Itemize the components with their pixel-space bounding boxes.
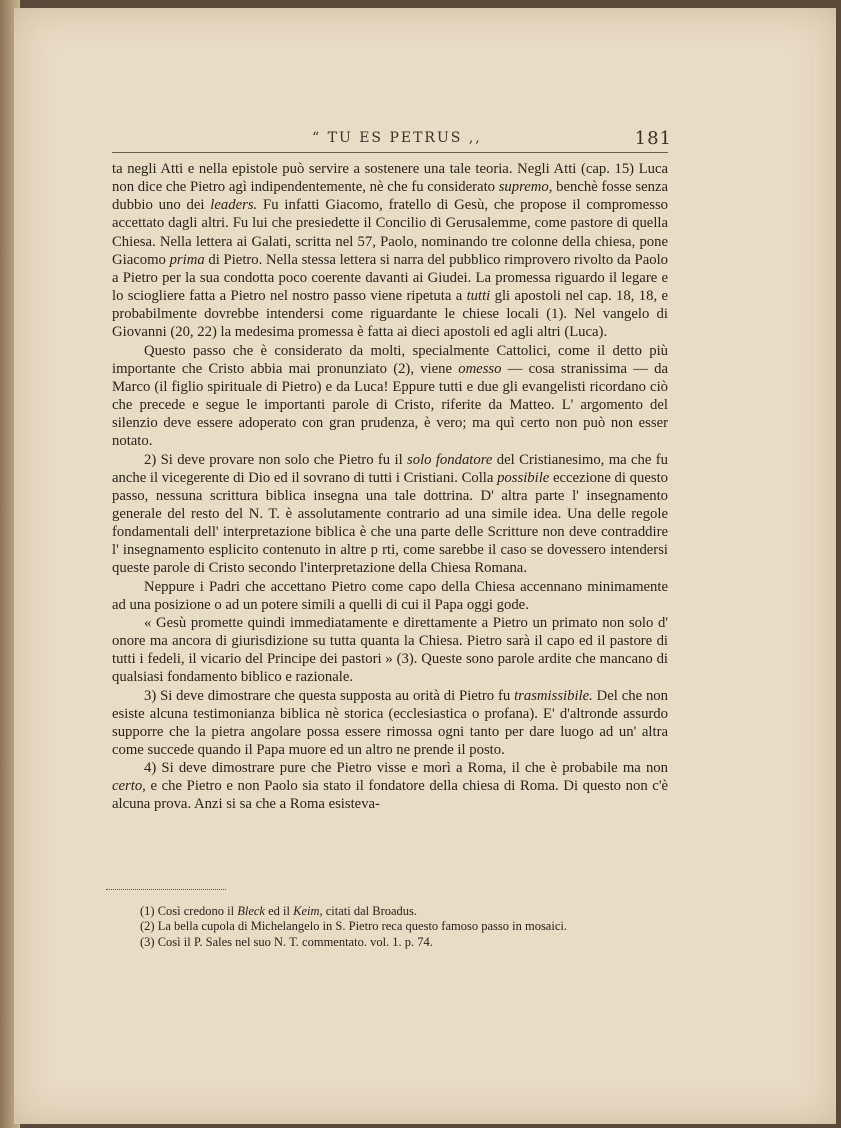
paragraph	[112, 687, 668, 760]
text-run: gli apostoli nel cap. 18, 18, e probabilmente dovrebbe intendersi come riguardante le chiese locali (1). Nel vangelo di Giovanni (20, 22) la medesima promessa è fatta ai dieci apostoli ed agli altri (Luca).	[112, 288, 668, 341]
paragraph	[112, 578, 668, 614]
text-run: benchè fosse senza dubbio uno dei	[112, 179, 668, 214]
italic-text: tutti	[466, 288, 491, 305]
text-run: 2) Si deve provare non solo che Pietro fu il	[144, 451, 408, 468]
text-run: di Pietro. Nella stessa lettera si narra del pubblico rimprovero rivolto da Paolo a Pietro per la sua condotta poco coerente davanti ai Giudei. La promessa riguardo il legare e lo sciogliere fatta a Pietro nel nostro passo viene ripetuta a	[112, 251, 668, 305]
footnote	[140, 919, 670, 934]
italic-text: possibile	[497, 469, 550, 486]
text-run: Questo passo che è considerato da molti, specialmente Cattolici, come il detto più importante che Cristo abbia mai pronunziato (2), viene	[112, 342, 668, 377]
italic-text: prima	[169, 251, 205, 268]
italic-text: Bleck	[237, 904, 265, 918]
italic-text: supremo,	[498, 179, 553, 196]
text-run: del Cristianesimo, ma che fu anche il vicegerente di Dio ed il sovrano di tutti i Cristiani. Colla	[112, 451, 668, 486]
text-run: Del che non esiste alcuna testimonianza biblica nè storica (ecclesiastica o profana). E' d'altronde assurdo supporre che la pietra angolare possa essere rimossa ogni tanto per dare luogo ad un' altra come succede quando il Papa muore ed un altro ne prende il posto.	[112, 687, 668, 758]
text-run: 3) Si deve dimostrare che questa supposta au orità di Pietro fu	[144, 687, 515, 704]
text-run: Fu infatti Giacomo, fratello di Gesù, che propose il compromesso accettato dagli altri. Fu lui che presiedette il Concilio di Gerusalemme, come pastore di quella Chiesa. Nella lettera ai Galati, scritta nel 57, Paolo, nominando tre colonne della chiesa, pone Giacomo	[112, 197, 668, 268]
text-run: citati dal Broadus.	[322, 904, 418, 918]
paragraph	[112, 342, 668, 451]
paragraph	[112, 451, 668, 578]
text-run: ta negli Atti e nella epistole può servire a sostenere una tale teoria. Negli Atti (cap. 15) Luca non dice che Pietro agì indipendentemente, nè che fu considerato	[112, 161, 668, 196]
footnote-rule	[106, 889, 226, 890]
italic-text: certo,	[112, 778, 146, 795]
italic-text: solo fondatore	[407, 451, 493, 468]
italic-text: leaders.	[210, 197, 258, 214]
italic-text: Keim,	[293, 904, 323, 918]
text-run: « Gesù promette quindi immediatamente e direttamente a Pietro un primato non solo d' onore ma ancora di giurisdizione su tutta quanta la Chiesa. Pietro sarà il capo ed il pastore di tutti i fedeli, il vicario del Principe dei pastori » (3). Queste sono parole ardite che mancano di qualsiasi fondamento biblico e razionale.	[112, 614, 668, 686]
paragraph	[112, 160, 668, 342]
footnote	[140, 935, 670, 950]
footnote	[140, 904, 670, 919]
text-run: 4) Si deve dimostrare pure che Pietro visse e morì a Roma, il che è probabile ma non	[144, 760, 668, 777]
text-run: e che Pietro e non Paolo sia stato il fondatore della chiesa di Roma. Di questo non c'è alcuna prova. Anzi si sa che a Roma esisteva-	[112, 778, 668, 813]
main-text	[112, 160, 668, 814]
text-run: (1) Così credono il	[140, 904, 238, 918]
paragraph	[112, 614, 668, 687]
italic-text: omesso	[458, 360, 502, 377]
paragraph	[112, 759, 668, 813]
text-run: (3) Così il P. Sales nel suo N. T. commentato. vol. 1. p. 74.	[140, 934, 433, 949]
running-head	[112, 130, 672, 150]
page-number: 181	[634, 128, 672, 149]
text-run: ed il	[264, 904, 294, 918]
text-run: Neppure i Padri che accettano Pietro come capo della Chiesa accennano minimamente ad una posizione o ad un potere simili a quelli di cui il Papa oggi gode.	[112, 578, 668, 613]
text-run: — cosa stranissima — da Marco (il figlio spirituale di Pietro) e da Luca! Eppure tutti e due gli evangelisti ricordano ciò che precede e segue le importanti parole di Cristo, riferite da Matteo. L' argomento del silenzio deve essere adoperato con gran prudenza, è vero; ma quì certo non può non esser notato.	[112, 360, 668, 450]
footnotes	[140, 904, 670, 950]
text-run: (2) La bella cupola di Michelangelo in S. Pietro reca questo famoso passo in mosaici.	[140, 919, 567, 934]
running-head-title: “ TU ES PETRUS ,,	[312, 130, 482, 146]
header-rule	[112, 152, 668, 153]
italic-text: trasmissibile.	[514, 687, 593, 704]
text-run: eccezione di questo passo, nessuna scrittura biblica insegna una tale dottrina. D' altra parte l' insegnamento generale del resto del N. T. è assolutamente contrario ad una simile idea. Una delle regole fondamentali dell' interpretazione biblica è che una parte delle Scritture non deve contraddire l' insegnamento esplicito contenuto in altre p rti, come sarebbe il caso se dovessero intendersi queste parole di Cristo secondo l'interpretazione della Chiesa Romana.	[112, 469, 668, 577]
